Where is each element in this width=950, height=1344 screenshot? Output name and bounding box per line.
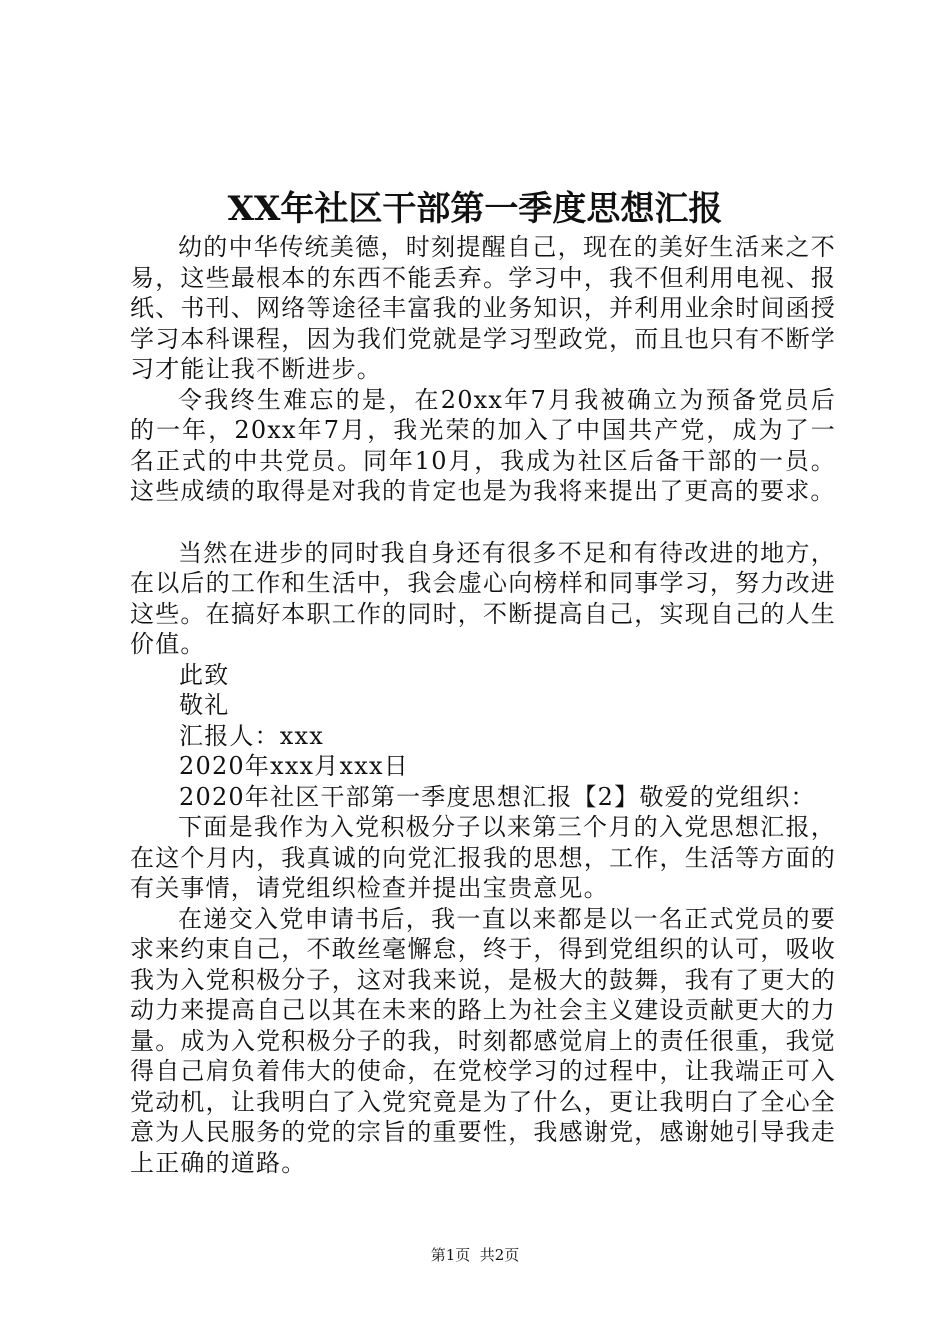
body-paragraph: 当然在进步的同时我自身还有很多不足和有待改进的地方，在以后的工作和生活中，我会虚心向榜样和同事学习，努力改进这些。在搞好本职工作的同时，不断提高自己，实现自己的人生价值。 [130, 538, 836, 658]
next-report-heading: 2020年社区干部第一季度思想汇报【2】敬爱的党组织： [179, 782, 816, 811]
body-paragraph: 幼的中华传统美德，时刻提醒自己，现在的美好生活来之不易，这些最根本的东西不能丢弃。学习中，我不但利用电视、报纸、书刊、网络等途径丰富我的业务知识，并利用业余时间函授学习本科课程，因为我们党就是学习型政党，而且也只有不断学习才能让我不断进步。 [130, 233, 836, 383]
body-paragraph: 下面是我作为入党积极分子以来第三个月的入党思想汇报，在这个月内，我真诚的向党汇报我的思想，工作，生活等方面的有关事情，请党组织检查并提出宝贵意见。 [130, 813, 836, 902]
closing-salutation: 此致 [179, 660, 230, 689]
date-line: 2020年xxx月xxx日 [179, 752, 409, 780]
document-body [130, 232, 836, 1178]
body-paragraph: 令我终生难忘的是，在20xx年7月我被确立为预备党员后的一年，20xx年7月，我光荣的加入了中国共产党，成为了一名正式的中共党员。同年10月，我成为社区后备干部的一员。这些成绩的取得是对我的肯定也是为我将来提出了更高的要求。 [130, 385, 836, 505]
closing-respect: 敬礼 [179, 691, 230, 719]
body-paragraph: 在递交入党申请书后，我一直以来都是以一名正式党员的要求来约束自己，不敢丝毫懈怠，终于，得到党组织的认可，吸收我为入党积极分子，这对我来说，是极大的鼓舞，我有了更大的动力来提高自己以其在未来的路上为社会主义建设贡献更大的力量。成为入党积极分子的我，时刻都感觉肩上的责任很重，我觉得自己肩负着伟大的使命，在党校学习的过程中，让我端正可入党动机，让我明白了入党究竟是为了什么，更让我明白了全心全意为人民服务的党的宗旨的重要性，我感谢党，感谢她引导我走上正确的道路。 [130, 904, 836, 1177]
page-indicator: 第1页 共2页 [430, 1246, 520, 1264]
document-title: XX年社区干部第一季度思想汇报 [227, 189, 723, 229]
reporter-line: 汇报人：xxx [179, 721, 325, 750]
